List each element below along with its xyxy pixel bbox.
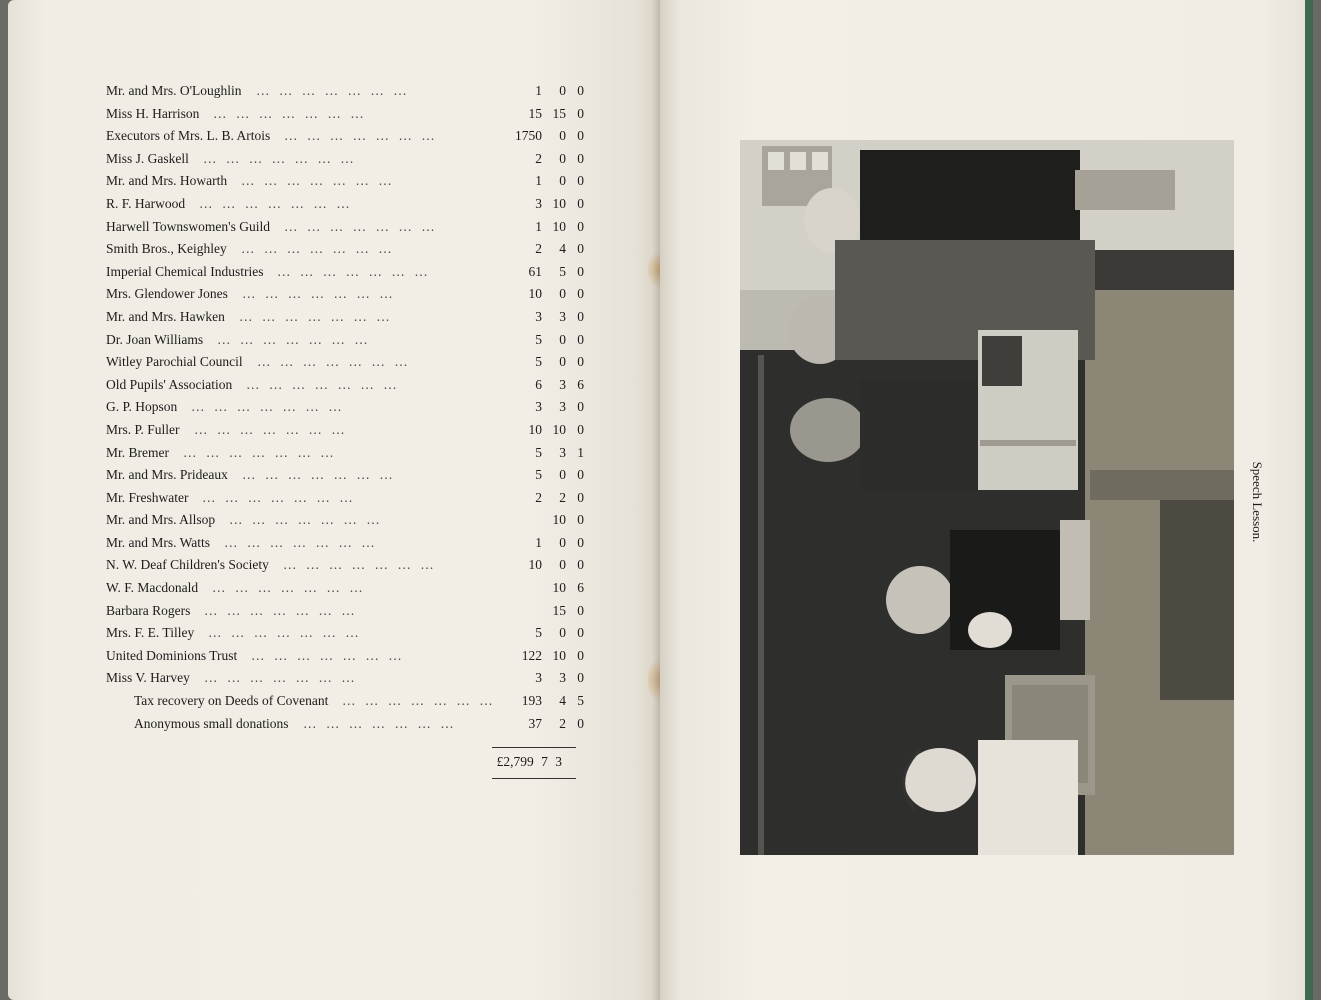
donor-name: Miss H. Harrison [106, 105, 200, 121]
photo-illustration [740, 140, 1234, 855]
amount-pounds: 6 [535, 376, 542, 392]
donor-name: Miss J. Gaskell [106, 150, 189, 166]
leader-dots: … … … … … … … [241, 173, 395, 189]
amount-pounds: 3 [535, 195, 542, 211]
donor-name: Executors of Mrs. L. B. Artois [106, 128, 271, 144]
amount-shillings: 10 [552, 647, 566, 663]
amount-shillings: 10 [552, 195, 566, 211]
amount-pence: 0 [577, 286, 584, 302]
leader-dots: … … … … … … … [203, 150, 357, 166]
amount-shillings: 0 [559, 128, 566, 144]
donor-name: Mr. Bremer [106, 444, 169, 460]
donation-row [106, 396, 586, 419]
donor-name: Smith Bros., Keighley [106, 241, 227, 257]
donation-row [106, 622, 586, 645]
amount-shillings: 0 [559, 331, 566, 347]
donation-row [106, 713, 586, 736]
leader-dots: … … … … … … … [191, 399, 345, 415]
amount-pounds: 61 [528, 263, 542, 279]
donor-name: G. P. Hopson [106, 399, 178, 415]
amount-shillings: 4 [559, 241, 566, 257]
amount-pence: 0 [577, 715, 584, 731]
amount-pence: 0 [577, 512, 584, 528]
amount-shillings: 0 [559, 467, 566, 483]
leader-dots: … … … … … … … [342, 693, 496, 709]
donor-name: W. F. Macdonald [106, 580, 199, 596]
donor-name: R. F. Harwood [106, 195, 186, 211]
amount-shillings: 3 [559, 376, 566, 392]
donor-name: N. W. Deaf Children's Society [106, 557, 269, 573]
amount-shillings: 0 [559, 354, 566, 370]
leader-dots: … … … … … … … [256, 83, 410, 98]
amount-pence: 6 [577, 376, 584, 392]
amount-pence: 6 [577, 580, 584, 596]
leader-dots: … … … … … … … [194, 421, 348, 437]
leader-dots: … … … … … … … [277, 263, 431, 279]
amount-pounds: 5 [535, 354, 542, 370]
donation-row [106, 464, 586, 487]
donor-name: Dr. Joan Williams [106, 331, 204, 347]
donation-row [106, 103, 586, 126]
amount-pounds: 1 [535, 173, 542, 189]
donation-row [106, 80, 586, 103]
amount-shillings: 0 [559, 534, 566, 550]
amount-pence: 0 [577, 399, 584, 415]
amount-shillings: 3 [559, 444, 566, 460]
amount-pounds: 10 [528, 557, 542, 573]
leader-dots: … … … … … … … [202, 489, 356, 505]
amount-pounds: 5 [535, 467, 542, 483]
donor-name: Anonymous small donations [134, 715, 289, 731]
leader-dots: … … … … … … … [204, 670, 358, 686]
amount-pounds: 3 [535, 308, 542, 324]
amount-shillings: 0 [559, 625, 566, 641]
donation-row [106, 238, 586, 261]
amount-pounds: 1 [535, 83, 542, 98]
donor-name: Mr. and Mrs. Prideaux [106, 467, 228, 483]
cover-edge [1305, 0, 1313, 1000]
amount-pounds: 122 [521, 647, 542, 663]
amount-pence: 0 [577, 489, 584, 505]
leader-dots: … … … … … … … [251, 647, 405, 663]
amount-pounds: 10 [528, 286, 542, 302]
donation-row [106, 419, 586, 442]
donation-row [106, 170, 586, 193]
amount-shillings: 0 [559, 173, 566, 189]
donor-name: Tax recovery on Deeds of Covenant [134, 693, 329, 709]
donor-name: Old Pupils' Association [106, 376, 233, 392]
speech-lesson-photo [740, 140, 1234, 855]
donor-name: Mr. Freshwater [106, 489, 189, 505]
amount-shillings: 15 [552, 602, 566, 618]
amount-pence: 0 [577, 467, 584, 483]
donor-name: Witley Parochial Council [106, 354, 243, 370]
amount-pence: 0 [577, 625, 584, 641]
leader-dots: … … … … … … … [212, 580, 366, 596]
leader-dots: … … … … … … … [241, 241, 395, 257]
donor-name: Mr. and Mrs. Watts [106, 534, 211, 550]
amount-shillings: 10 [552, 512, 566, 528]
leader-dots: … … … … … … … [208, 625, 362, 641]
donation-row [106, 442, 586, 465]
amount-pounds: 1 [535, 534, 542, 550]
leader-dots: … … … … … … … [204, 602, 358, 618]
donation-row [106, 532, 586, 555]
donation-row [106, 351, 586, 374]
amount-pence: 0 [577, 128, 584, 144]
donation-row [106, 283, 586, 306]
leader-dots: … … … … … … … [199, 195, 353, 211]
donation-row [106, 261, 586, 284]
amount-pence: 0 [577, 83, 584, 98]
donor-name: Mr. and Mrs. Hawken [106, 308, 225, 324]
amount-pence: 0 [577, 105, 584, 121]
amount-pence: 0 [577, 173, 584, 189]
leader-dots: … … … … … … … [239, 308, 393, 324]
donor-name: Miss V. Harvey [106, 670, 190, 686]
amount-shillings: 3 [559, 670, 566, 686]
amount-shillings: 2 [559, 489, 566, 505]
amount-shillings: 4 [559, 693, 566, 709]
donor-name: Mr. and Mrs. O'Loughlin [106, 83, 242, 98]
amount-pounds: 1750 [515, 128, 542, 144]
leader-dots: … … … … … … … [246, 376, 400, 392]
donation-row [106, 509, 586, 532]
leader-dots: … … … … … … … [183, 444, 337, 460]
amount-pounds: 5 [535, 625, 542, 641]
amount-pence: 0 [577, 670, 584, 686]
amount-pounds: 37 [528, 715, 542, 731]
total-underline [492, 778, 576, 779]
donation-row [106, 374, 586, 397]
amount-shillings: 2 [559, 715, 566, 731]
leader-dots: … … … … … … … [242, 467, 396, 483]
amount-pence: 0 [577, 241, 584, 257]
leader-dots: … … … … … … … [284, 218, 438, 234]
amount-pence: 0 [577, 195, 584, 211]
donor-name: Mr. and Mrs. Allsop [106, 512, 216, 528]
amount-pounds: 3 [535, 399, 542, 415]
donor-name: Mr. and Mrs. Howarth [106, 173, 228, 189]
amount-pence: 0 [577, 602, 584, 618]
donation-row [106, 690, 586, 713]
amount-pounds: 2 [535, 489, 542, 505]
donation-row [106, 148, 586, 171]
amount-pounds: 5 [535, 331, 542, 347]
total-rule [492, 747, 576, 748]
amount-pounds: 193 [521, 693, 542, 709]
leader-dots: … … … … … … … [213, 105, 367, 121]
amount-pence: 0 [577, 150, 584, 166]
donation-row [106, 554, 586, 577]
amount-pence: 0 [577, 421, 584, 437]
photo-caption: Speech Lesson. [1250, 461, 1265, 543]
leader-dots: … … … … … … … [284, 128, 438, 144]
donations-list [106, 80, 586, 735]
amount-shillings: 0 [559, 83, 566, 98]
amount-pence: 0 [577, 557, 584, 573]
amount-pounds: 2 [535, 150, 542, 166]
amount-pence: 0 [577, 354, 584, 370]
amount-pounds: 3 [535, 670, 542, 686]
donation-row [106, 329, 586, 352]
donor-name: United Dominions Trust [106, 647, 238, 663]
donation-row [106, 216, 586, 239]
left-page [8, 0, 660, 1000]
donation-row [106, 193, 586, 216]
amount-pounds: 2 [535, 241, 542, 257]
amount-shillings: 0 [559, 557, 566, 573]
leader-dots: … … … … … … … [217, 331, 371, 347]
amount-pence: 0 [577, 647, 584, 663]
amount-shillings: 10 [552, 218, 566, 234]
amount-pounds: 10 [528, 421, 542, 437]
amount-pence: 0 [577, 218, 584, 234]
amount-shillings: 3 [559, 399, 566, 415]
amount-shillings: 3 [559, 308, 566, 324]
donor-name: Mrs. P. Fuller [106, 421, 180, 437]
donation-row [106, 667, 586, 690]
donation-row [106, 600, 586, 623]
leader-dots: … … … … … … … [257, 354, 411, 370]
amount-pence: 0 [577, 331, 584, 347]
amount-pounds: 5 [535, 444, 542, 460]
leader-dots: … … … … … … … [224, 534, 378, 550]
donor-name: Mrs. F. E. Tilley [106, 625, 195, 641]
amount-shillings: 10 [552, 580, 566, 596]
amount-pence: 0 [577, 263, 584, 279]
amount-shillings: 0 [559, 286, 566, 302]
amount-shillings: 10 [552, 421, 566, 437]
amount-pence: 0 [577, 308, 584, 324]
donation-row [106, 125, 586, 148]
donor-name: Barbara Rogers [106, 602, 191, 618]
amount-pounds: 15 [528, 105, 542, 121]
donation-row [106, 645, 586, 668]
amount-shillings: 15 [552, 105, 566, 121]
donation-row [106, 577, 586, 600]
donor-name: Harwell Townswomen's Guild [106, 218, 270, 234]
amount-shillings: 0 [559, 150, 566, 166]
leader-dots: … … … … … … … [303, 715, 457, 731]
amount-pounds: 1 [535, 218, 542, 234]
amount-pence: 1 [577, 444, 584, 460]
donor-name: Mrs. Glendower Jones [106, 286, 228, 302]
leader-dots: … … … … … … … [283, 557, 437, 573]
amount-pence: 0 [577, 534, 584, 550]
leader-dots: … … … … … … … [229, 512, 383, 528]
donation-row [106, 487, 586, 510]
leader-dots: … … … … … … … [242, 286, 396, 302]
donor-name: Imperial Chemical Industries [106, 263, 264, 279]
amount-shillings: 5 [559, 263, 566, 279]
total-amount: £2,799 7 3 [496, 754, 562, 769]
amount-pence: 5 [577, 693, 584, 709]
donation-row [106, 306, 586, 329]
